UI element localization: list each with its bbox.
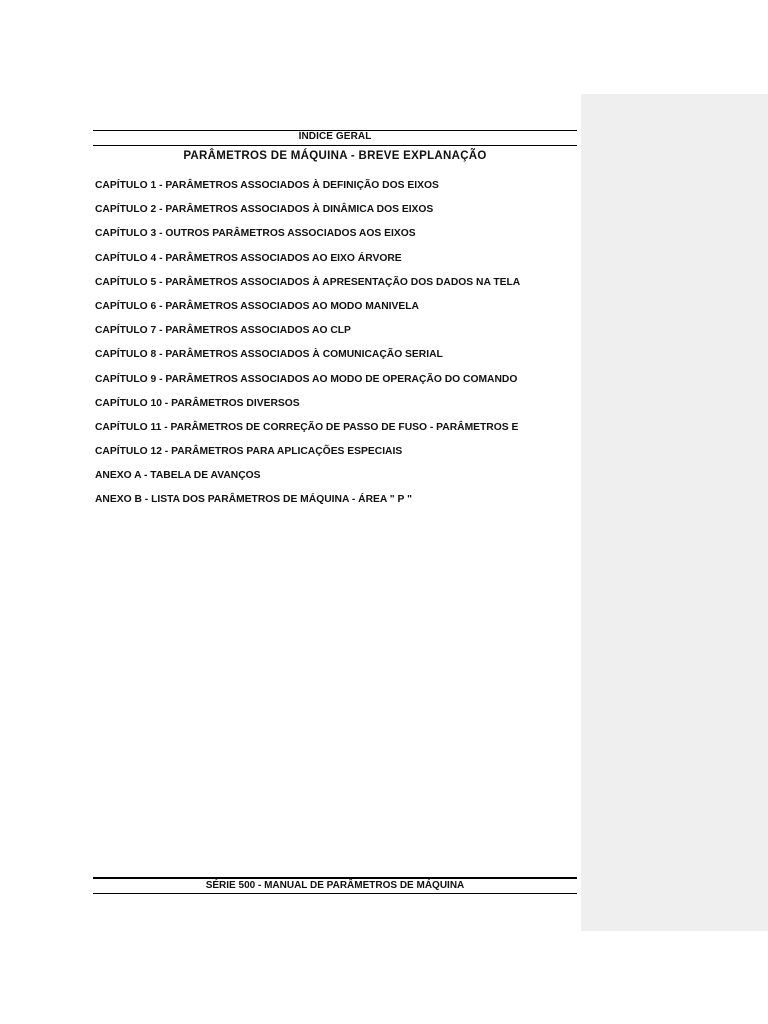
toc-entry-chapter-4[interactable]: CAPÍTULO 4 - PARÂMETROS ASSOCIADOS AO EIXO ÁRVORE bbox=[95, 252, 402, 264]
footer-title: SÉRIE 500 - MANUAL DE PARÂMETROS DE MÁQUINA bbox=[205, 880, 465, 891]
page-title: PARÂMETROS DE MÁQUINA - BREVE EXPLANAÇÃO bbox=[183, 150, 487, 162]
toc-entry-annex-b[interactable]: ANEXO B - LISTA DOS PARÂMETROS DE MÁQUINA - ÁREA " P " bbox=[95, 494, 412, 506]
footer-bottom-rule bbox=[93, 893, 577, 894]
toc-entry-chapter-6[interactable]: CAPÍTULO 6 - PARÂMETROS ASSOCIADOS AO MODO MANIVELA bbox=[95, 300, 419, 312]
toc-entry-chapter-8[interactable]: CAPÍTULO 8 - PARÂMETROS ASSOCIADOS À COMUNICAÇÃO SERIAL bbox=[95, 349, 443, 361]
toc-entry-chapter-7[interactable]: CAPÍTULO 7 - PARÂMETROS ASSOCIADOS AO CLP bbox=[95, 325, 351, 337]
toc-entry-chapter-9[interactable]: CAPÍTULO 9 - PARÂMETROS ASSOCIADOS AO MODO DE OPERAÇÃO DO COMANDO bbox=[95, 373, 518, 385]
toc-entry-chapter-3[interactable]: CAPÍTULO 3 - OUTROS PARÂMETROS ASSOCIADOS AOS EIXOS bbox=[95, 228, 416, 240]
toc-entry-chapter-11[interactable]: CAPÍTULO 11 - PARÂMETROS DE CORREÇÃO DE PASSO DE FUSO - PARÂMETROS E bbox=[95, 421, 519, 433]
index-title: ÍNDICE GERAL bbox=[298, 131, 372, 142]
toc-entry-chapter-12[interactable]: CAPÍTULO 12 - PARÂMETROS PARA APLICAÇÕES ESPECIAIS bbox=[95, 446, 403, 458]
toc-entry-chapter-1[interactable]: CAPÍTULO 1 - PARÂMETROS ASSOCIADOS À DEFINIÇÃO DOS EIXOS bbox=[95, 180, 439, 191]
footer-top-rule bbox=[93, 877, 577, 879]
toc-entry-annex-a[interactable]: ANEXO A - TABELA DE AVANÇOS bbox=[95, 470, 261, 482]
comment-pane bbox=[581, 94, 768, 931]
toc-entry-chapter-5[interactable]: CAPÍTULO 5 - PARÂMETROS ASSOCIADOS À APRESENTAÇÃO DOS DADOS NA TELA bbox=[95, 276, 521, 288]
table-of-contents bbox=[95, 179, 575, 518]
toc-entry-chapter-10[interactable]: CAPÍTULO 10 - PARÂMETROS DIVERSOS bbox=[95, 397, 300, 409]
header-bottom-rule bbox=[93, 145, 577, 146]
toc-entry-chapter-2[interactable]: CAPÍTULO 2 - PARÂMETROS ASSOCIADOS À DINÂMICA DOS EIXOS bbox=[95, 204, 434, 216]
